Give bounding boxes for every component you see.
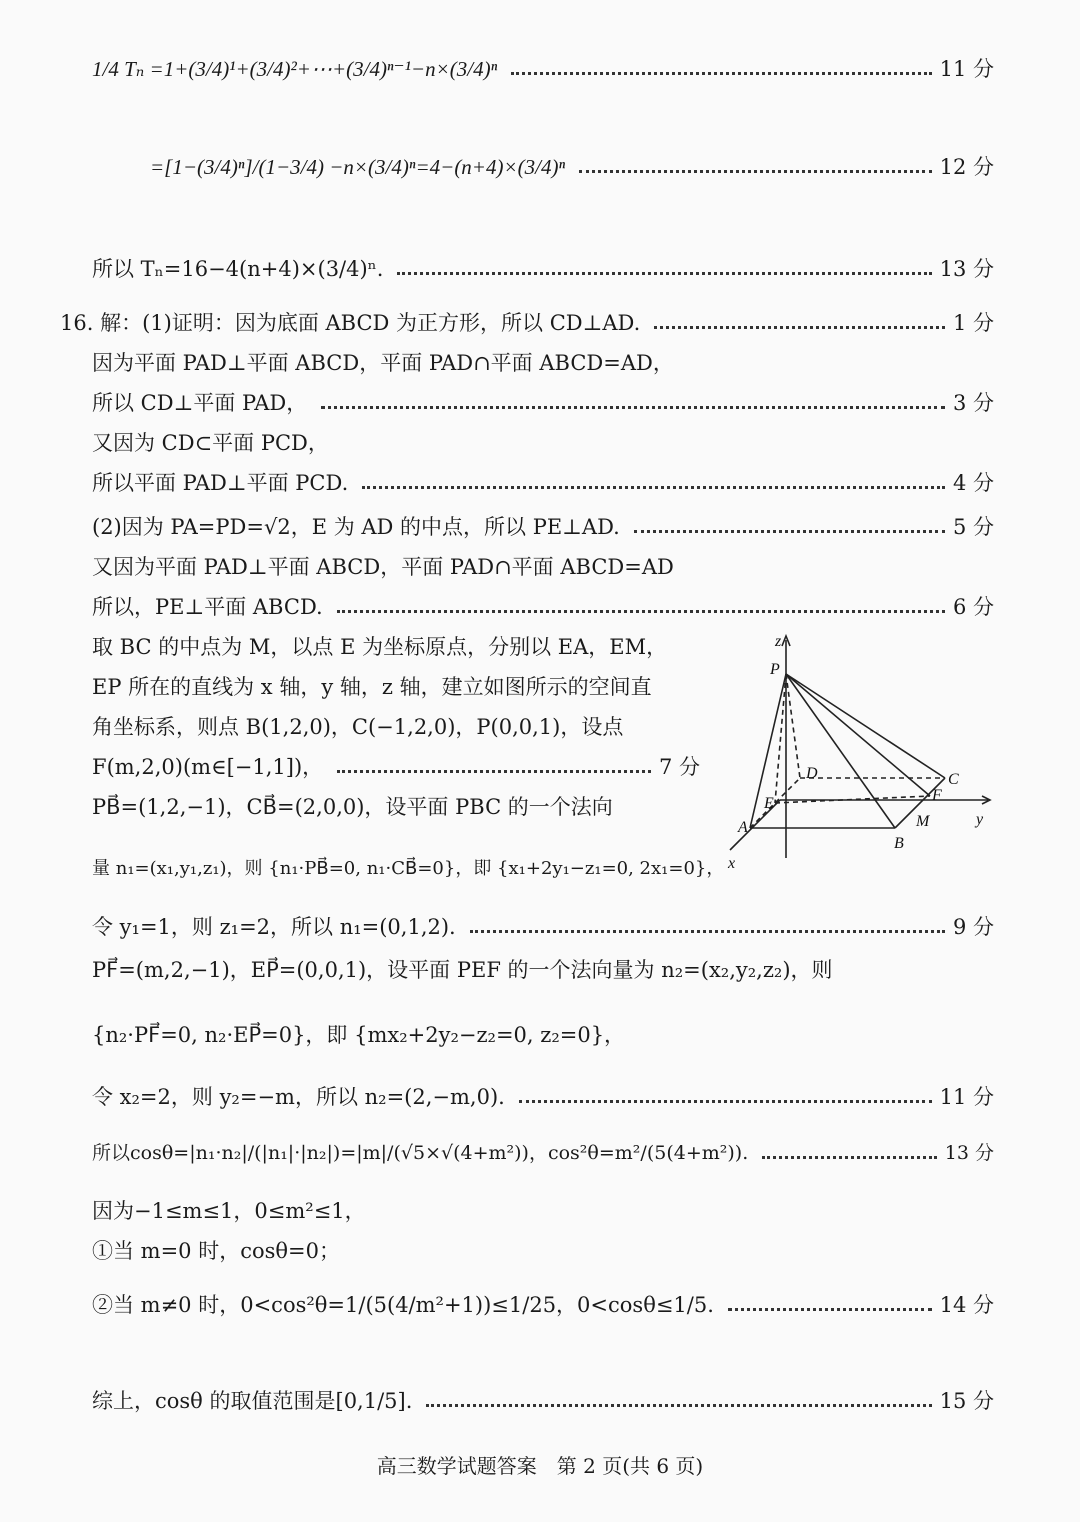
line-l6: 所以 CD⊥平面 PAD， 3 分 xyxy=(92,386,994,420)
line-l16: PB⃗=(1,2,−1)，CB⃗=(2,0,0)，设平面 PBC 的一个法向 xyxy=(92,795,613,819)
line-l20: {n₂·PF⃗=0, n₂·EP⃗=0}，即 {mx₂+2y₂−z₂=0, z₂=0}， xyxy=(92,1023,626,1047)
line-l11: 所以，PE⊥平面 ABCD. 6 分 xyxy=(92,590,994,624)
line-l4: 16. 解：(1)证明：因为底面 ABCD 为正方形，所以 CD⊥AD. 1 分 xyxy=(60,306,994,340)
line-l3: 所以 Tₙ=16−4(n+4)×(3/4)ⁿ. 13 分 xyxy=(92,252,994,286)
line-l2: =[1−(3/4)ⁿ]/(1−3/4) −n×(3/4)ⁿ=4−(n+4)×(3/4)ⁿ 12 分 xyxy=(150,150,994,184)
line-l9: (2)因为 PA=PD=√2，E 为 AD 的中点，所以 PE⊥AD. 5 分 xyxy=(92,510,994,544)
label-B: B xyxy=(894,835,904,852)
score: 15 分 xyxy=(939,1389,994,1413)
line-l24: ①当 m=0 时，cosθ=0； xyxy=(92,1239,341,1263)
label-z: z xyxy=(775,633,782,650)
line-l25: ②当 m≠0 时，0<cos²θ=1/(5(4/m²+1))≤1/25，0<cosθ≤1/5. 14 分 xyxy=(92,1288,994,1322)
page-footer: 高三数学试题答案 第 2 页(共 6 页) xyxy=(376,1454,704,1478)
line-l7: 又因为 CD⊂平面 PCD， xyxy=(92,431,329,455)
score: 13 分 xyxy=(939,257,994,281)
line-l5: 因为平面 PAD⊥平面 ABCD，平面 PAD∩平面 ABCD=AD， xyxy=(92,351,674,375)
line-l18: 令 y₁=1，则 z₁=2，所以 n₁=(0,1,2). 9 分 xyxy=(92,910,994,944)
label-D: D xyxy=(806,765,818,782)
PB-edge xyxy=(786,674,895,828)
score: 11 分 xyxy=(939,1085,994,1109)
label-E: E xyxy=(764,795,774,812)
pyramid-figure xyxy=(720,628,1010,878)
line-l23: 因为−1≤m≤1，0≤m²≤1， xyxy=(92,1199,366,1223)
score: 13 分 xyxy=(944,1142,994,1164)
line-l13: EP 所在的直线为 x 轴，y 轴，z 轴，建立如图所示的空间直 xyxy=(92,675,652,699)
label-M: M xyxy=(916,813,930,830)
line-l17: 量 n₁=(x₁,y₁,z₁)，则 {n₁·PB⃗=0, n₁·CB⃗=0}，即 {x₁+2y₁−z₁=0, 2x₁=0}， xyxy=(92,858,725,879)
score: 12 分 xyxy=(939,155,994,179)
label-x: x xyxy=(728,855,736,872)
score: 6 分 xyxy=(952,595,994,619)
score: 5 分 xyxy=(952,515,994,539)
score: 7 分 xyxy=(658,755,700,779)
line-l14: 角坐标系，则点 B(1,2,0)，C(−1,2,0)，P(0,0,1)，设点 xyxy=(92,715,624,739)
label-F: F xyxy=(932,787,942,804)
line-l26: 综上，cosθ 的取值范围是[0,1/5]. 15 分 xyxy=(92,1384,994,1418)
line-l15: F(m,2,0)(m∈[−1,1])， 7 分 xyxy=(92,750,700,784)
line-l1: 1/4 Tₙ =1+(3/4)¹+(3/4)²+⋯+(3/4)ⁿ⁻¹−n×(3/4)ⁿ 11 分 xyxy=(92,52,994,86)
line-l12: 取 BC 的中点为 M，以点 E 为坐标原点，分别以 EA，EM， xyxy=(92,635,668,659)
line-l21: 令 x₂=2，则 y₂=−m，所以 n₂=(2,−m,0). 11 分 xyxy=(92,1080,994,1114)
line-l19: PF⃗=(m,2,−1)，EP⃗=(0,0,1)，设平面 PEF 的一个法向量为 n₂=(x₂,y₂,z₂)，则 xyxy=(92,958,833,982)
label-A: A xyxy=(738,819,748,836)
line-l8: 所以平面 PAD⊥平面 PCD. 4 分 xyxy=(92,466,994,500)
PE-edge xyxy=(775,674,786,803)
label-C: C xyxy=(948,771,959,788)
score: 4 分 xyxy=(952,471,994,495)
score: 14 分 xyxy=(939,1293,994,1317)
score: 3 分 xyxy=(952,391,994,415)
score: 11 分 xyxy=(939,57,994,81)
line-l22: 所以cosθ=|n₁·n₂|/(|n₁|·|n₂|)=|m|/(√5×√(4+m²))，cos²θ=m²/(5(4+m²)). 13 分 xyxy=(92,1136,994,1170)
score: 9 分 xyxy=(952,915,994,939)
score: 1 分 xyxy=(952,311,994,335)
PC-edge xyxy=(786,674,945,778)
label-P: P xyxy=(770,661,780,678)
line-l10: 又因为平面 PAD⊥平面 ABCD，平面 PAD∩平面 ABCD=AD xyxy=(92,555,674,579)
label-y: y xyxy=(976,811,984,828)
